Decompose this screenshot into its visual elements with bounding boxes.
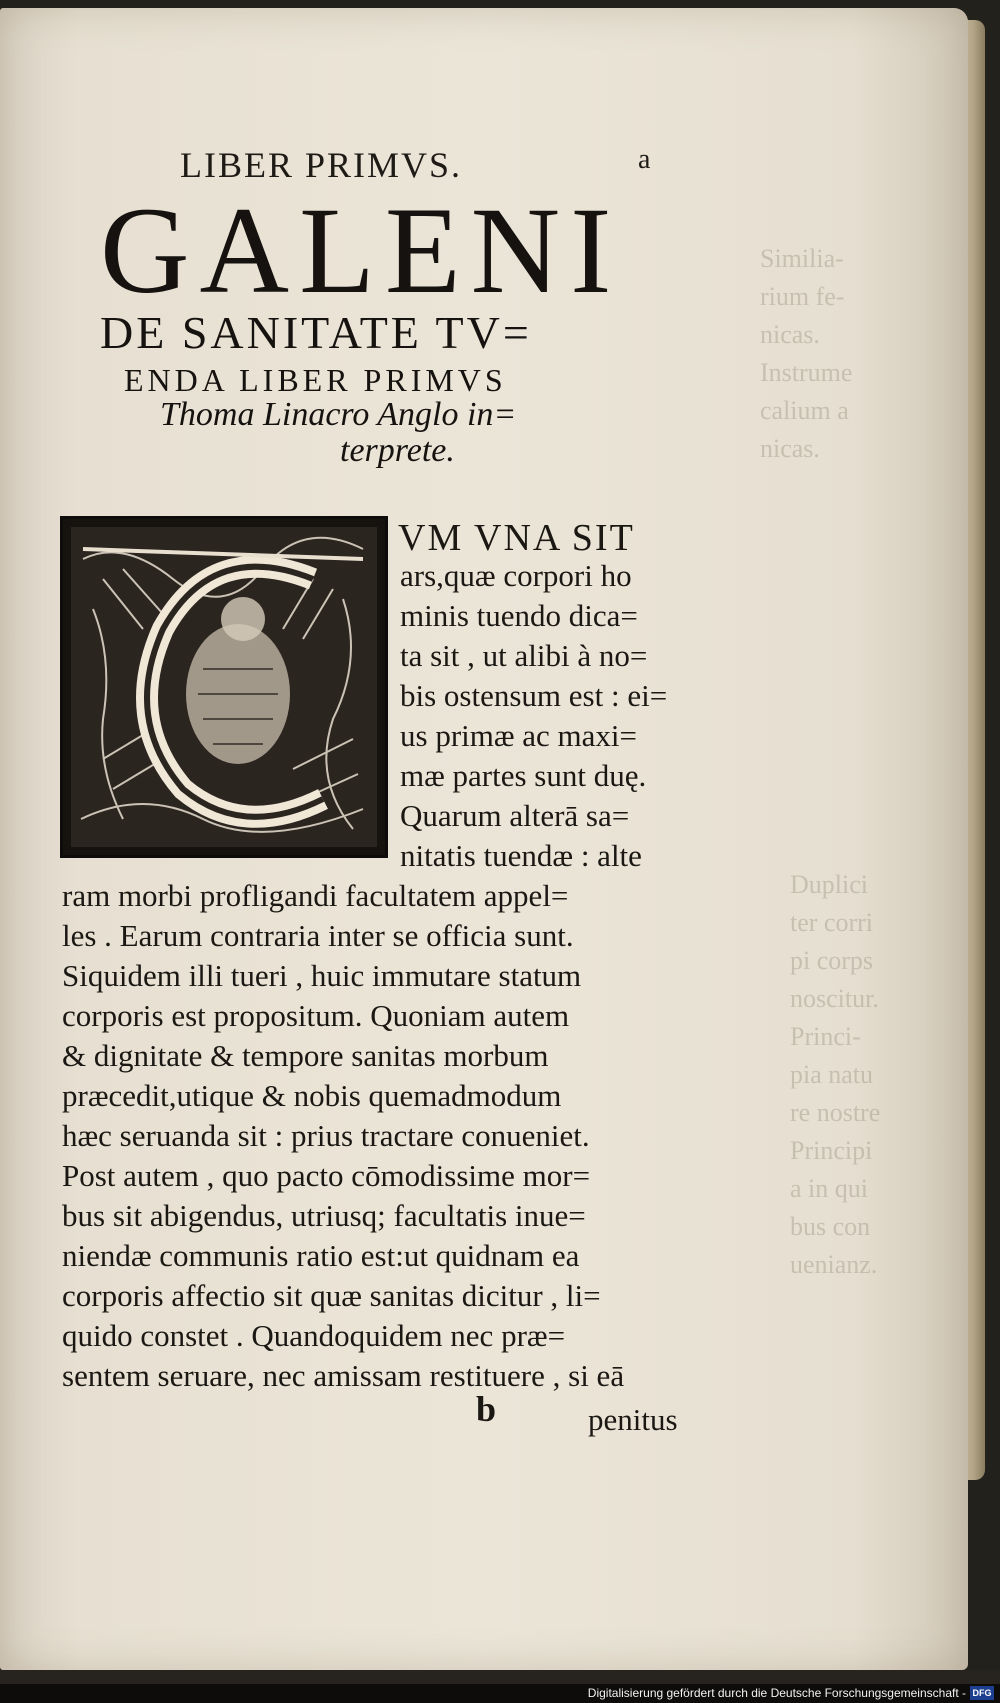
text-line: ram morbi profligandi facultatem appel= — [62, 878, 569, 913]
text-line: niendæ communis ratio est:ut quidnam ea — [62, 1238, 580, 1273]
book-page — [0, 8, 968, 1670]
text-line: corporis est propositum. Quoniam autem — [62, 998, 570, 1033]
text-line: Quarum alterā sa= — [400, 798, 630, 833]
text-line: us primæ ac maxi= — [400, 718, 638, 753]
text-line: nitatis tuendæ : alte — [400, 838, 642, 873]
scan-margin — [0, 1670, 1000, 1684]
text-line: corporis affectio sit quæ sanitas dicitur , li= — [62, 1278, 601, 1313]
title-line-2: ENDA LIBER PRIMVS — [124, 362, 507, 398]
text-line: Post autem , quo pacto cōmodissime mor= — [62, 1158, 591, 1193]
first-line: VM VNA SIT — [398, 517, 635, 559]
text-line: & dignitate & tempore sanitas morbum — [62, 1038, 549, 1073]
text-line: mæ partes sunt duę. — [400, 758, 647, 793]
text-line: minis tuendo dica= — [400, 598, 638, 633]
text-line: bus sit abigendus, utriusq; facultatis inue= — [62, 1198, 586, 1233]
text-line: præcedit,utique & nobis quemadmodum — [62, 1078, 562, 1113]
text-line: ars,quæ corpori ho — [400, 558, 632, 593]
title-line-1: DE SANITATE TV= — [100, 307, 532, 358]
bleed-through-right: Duplici ter corri pi corps noscitur. Princi- pia natu re nostre Principi a in qui bus con uenianz. — [790, 870, 881, 1279]
text-line: sentem seruare, nec amissam restituere , si eā — [62, 1358, 625, 1393]
woodcut-initial — [60, 516, 388, 858]
text-line: les . Earum contraria inter se officia sunt. — [62, 918, 574, 953]
text-line: ta sit , ut alibi à no= — [400, 638, 648, 673]
text-line: bis ostensum est : ei= — [400, 678, 668, 713]
catchword: penitus — [588, 1402, 678, 1437]
title-line-4: terprete. — [340, 432, 455, 469]
footer-credit: Digitalisierung gefördert durch die Deutsche Forschungsgemeinschaft - — [587, 1686, 966, 1700]
text-line: Siquidem illi tueri , huic immutare statum — [62, 958, 582, 993]
signature-mark: b — [476, 1389, 497, 1429]
woodcut-illustration — [63, 519, 385, 855]
dfg-logo: DFG — [970, 1686, 994, 1700]
running-head-text: LIBER PRIMVS. — [180, 145, 463, 185]
text-line: hæc seruanda sit : prius tractare conueniet. — [62, 1118, 590, 1153]
footer-bar — [0, 1684, 1000, 1703]
running-head-mark: a — [638, 144, 653, 175]
text-line: quido constet . Quandoquidem nec præ= — [62, 1318, 566, 1353]
title-line-3: Thoma Linacro Anglo in= — [160, 396, 517, 433]
title-main: GALENI — [100, 182, 622, 319]
bleed-through-left: Similia- rium fe- nicas. Instrume calium a nicas. — [760, 244, 853, 463]
